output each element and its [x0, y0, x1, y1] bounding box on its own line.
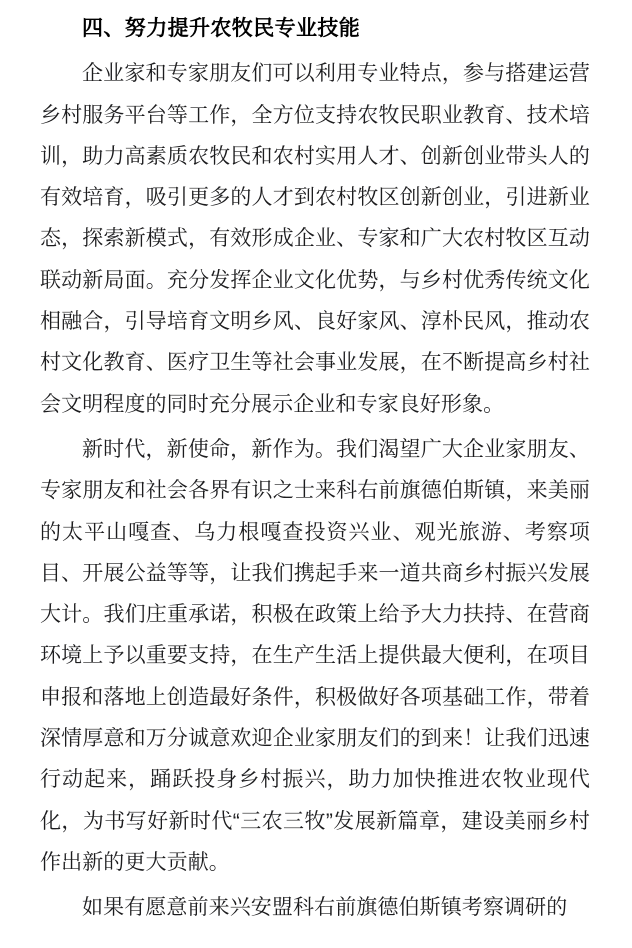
paragraph-3: 如果有愿意前来兴安盟科右前旗德伯斯镇考察调研的 [82, 896, 568, 920]
paragraph-2: 新时代，新使命，新作为。我们渴望广大企业家朋友、专家朋友和社会各界有识之士来科右前旗德伯斯镇，来美丽的太平山嘎查、乌力根嘎查投资兴业、观光旅游、考察项目、开展公益等等，让我们携起手来一道共商乡村振兴发展大计。我们庄重承诺，积极在政策上给予大力扶持、在营商环境上予以重要支持，在生产生活上提供最大便利，在项目申报和落地上创造最好条件，积极做好各项基础工作，带着深情厚意和万分诚意欢迎企业家朋友们的到来！让我们迅速行动起来，踊跃投身乡村振兴，助力加快推进农牧业现代化，为书写好新时代“三农三牧”发展新篇章，建设美丽乡村作出新的更大贡献。 [40, 437, 590, 874]
paragraph-1: 企业家和专家朋友们可以利用专业特点，参与搭建运营乡村服务平台等工作，全方位支持农牧民职业教育、技术培训，助力高素质农牧民和农村实用人才、创新创业带头人的有效培育，吸引更多的人才到农村牧区创新创业，引进新业态，探索新模式，有效形成企业、专家和广大农村牧区互动联动新局面。充分发挥企业文化优势，与乡村优秀传统文化相融合，引导培育文明乡风、良好家风、淳朴民风，推动农村文化教育、医疗卫生等社会事业发展，在不断提高乡村社会文明程度的同时充分展示企业和专家良好形象。 [40, 62, 590, 416]
section-heading: 四、努力提升农牧民专业技能 [82, 17, 361, 40]
